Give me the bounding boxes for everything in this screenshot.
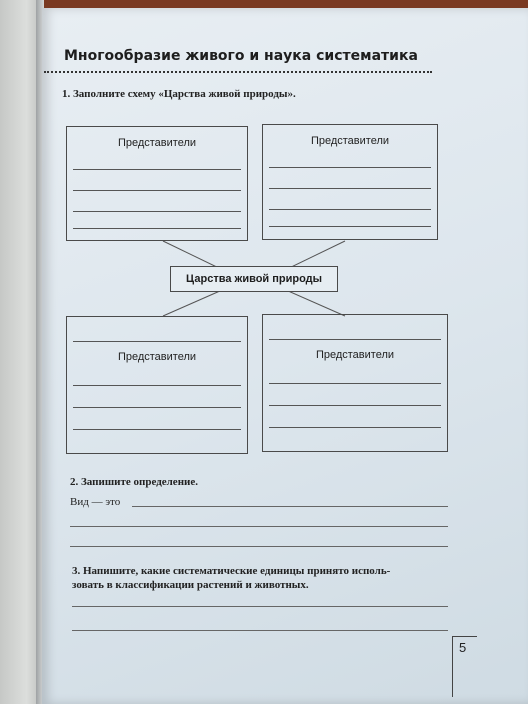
answer-line <box>269 383 441 384</box>
task1-label: 1. Заполните схему «Царства живой природы». <box>62 88 296 100</box>
task3-line2: зовать в классификации растений и животных. <box>72 579 309 591</box>
answer-line <box>269 405 441 406</box>
scheme-box-bottom-right[interactable] <box>262 314 448 452</box>
scheme-box-bottom-left[interactable] <box>66 316 248 454</box>
task2-prompt: Вид — это <box>70 496 121 508</box>
answer-line <box>73 169 241 170</box>
task3-line1: 3. Напишите, какие систематические единицы принято исполь- <box>72 565 391 577</box>
answer-line <box>73 385 241 386</box>
answer-line <box>269 188 431 189</box>
answer-line <box>269 209 431 210</box>
page-number: 5 <box>459 640 467 655</box>
box-label: Представители <box>315 349 395 361</box>
answer-line <box>269 339 441 340</box>
answer-line[interactable] <box>70 526 448 527</box>
answer-line <box>73 407 241 408</box>
answer-line <box>73 341 241 342</box>
answer-line[interactable] <box>70 546 448 547</box>
answer-line[interactable] <box>132 506 448 507</box>
answer-line <box>73 211 241 212</box>
answer-line <box>73 190 241 191</box>
answer-line[interactable] <box>72 630 448 631</box>
answer-line <box>269 167 431 168</box>
box-label: Представители <box>310 135 390 147</box>
box-label: Представители <box>117 351 197 363</box>
scheme-box-top-left[interactable] <box>66 126 248 241</box>
task2-label: 2. Запишите определение. <box>70 476 198 488</box>
answer-line <box>269 427 441 428</box>
answer-line[interactable] <box>72 606 448 607</box>
answer-line <box>269 226 431 227</box>
answer-line <box>73 228 241 229</box>
box-label: Представители <box>117 137 197 149</box>
page-title: Многообразие живого и наука систематика <box>64 48 418 64</box>
answer-line <box>73 429 241 430</box>
scheme-box-top-right[interactable] <box>262 124 438 240</box>
scheme-center-box: Царства живой природы <box>170 266 338 292</box>
